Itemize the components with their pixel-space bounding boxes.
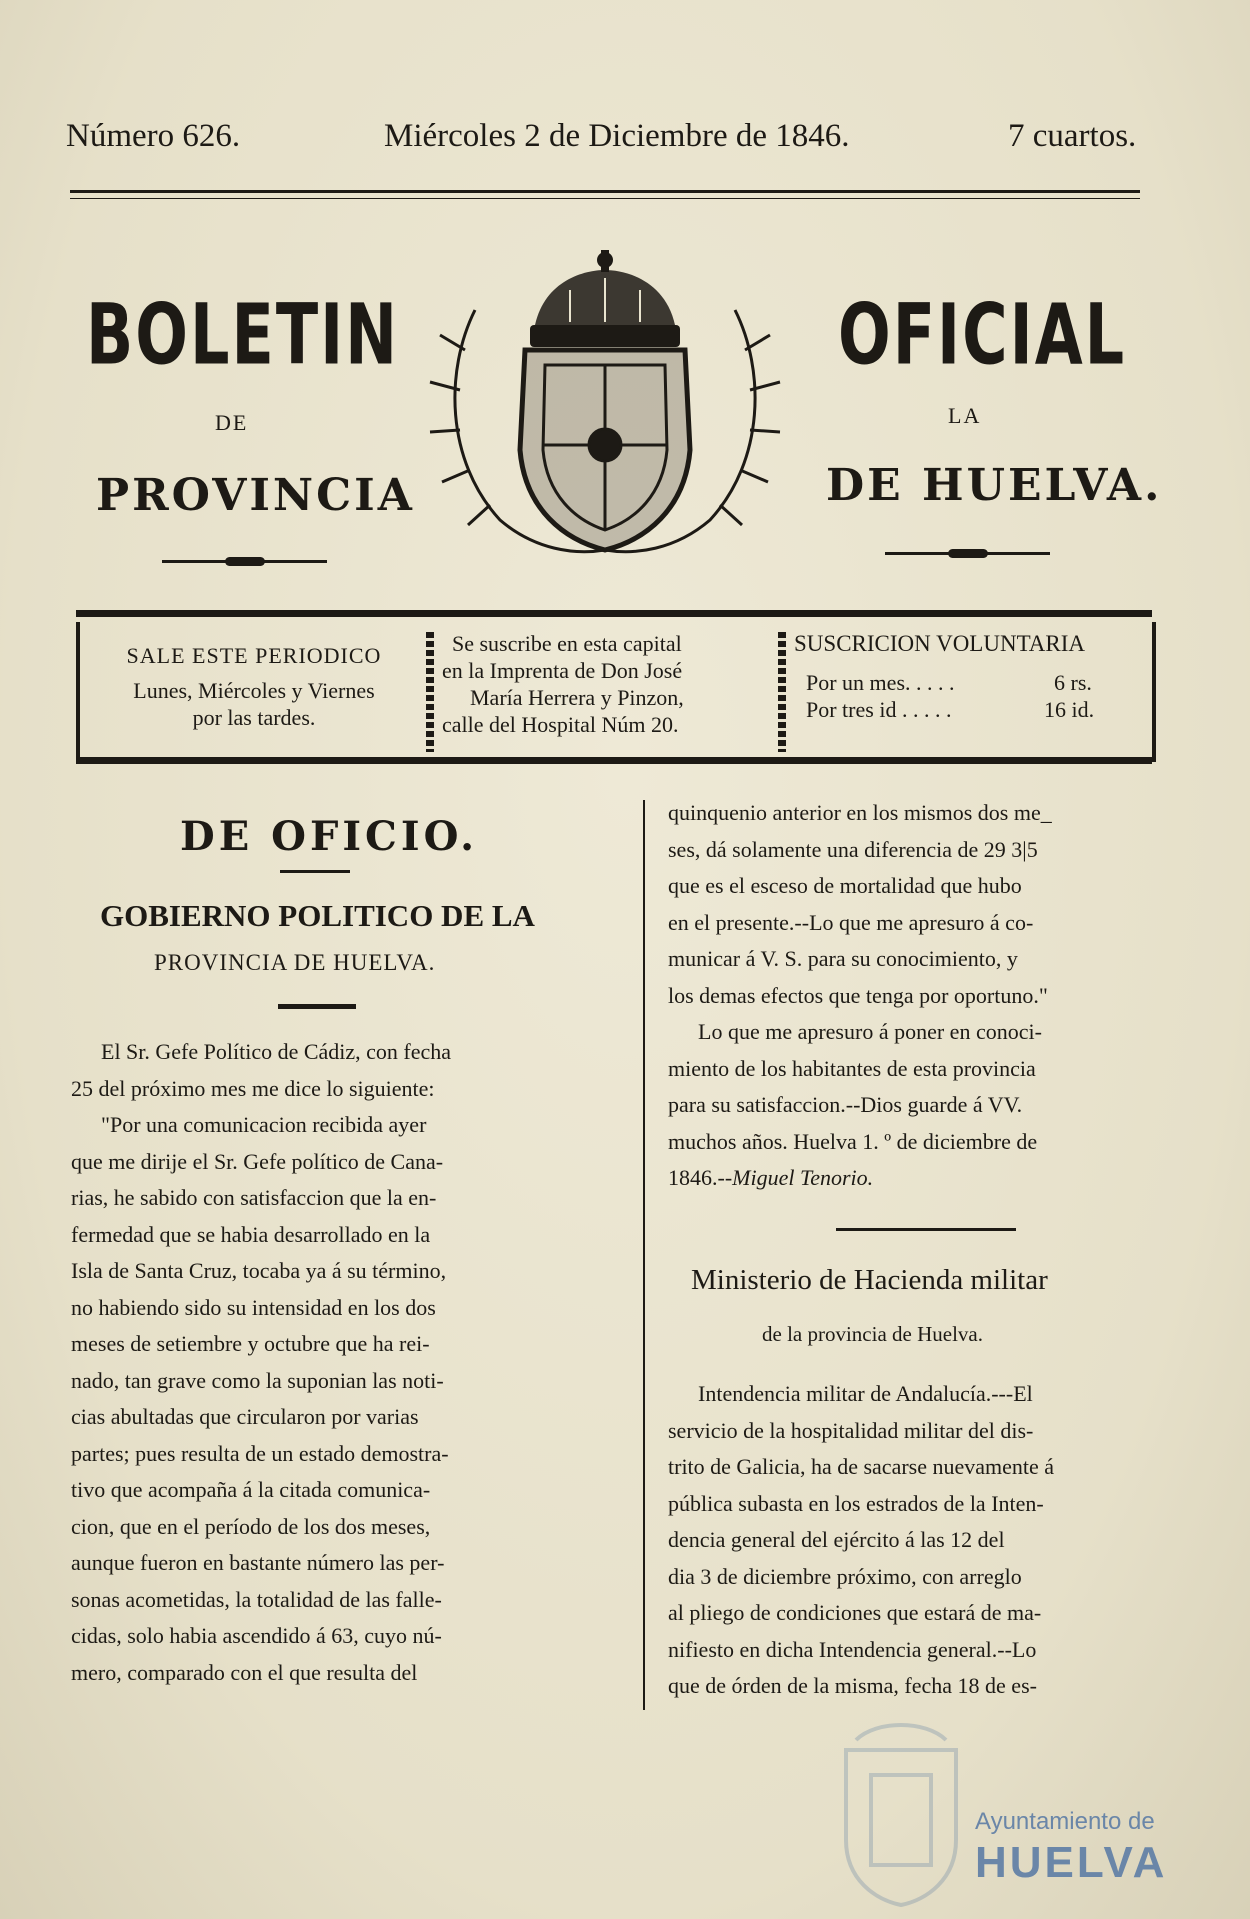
price-label-2: Por tres id . . . . . <box>806 697 952 722</box>
text-line: que de órden de la misma, fecha 18 de es- <box>668 1673 1037 1698</box>
masthead-de: DE <box>215 410 249 435</box>
text-line: El Sr. Gefe Político de Cádiz, con fecha <box>101 1039 452 1064</box>
text-line: Lo que me apresuro á poner en conoci- <box>698 1019 1042 1044</box>
issue-header <box>66 118 1156 168</box>
infobox-right <box>794 630 1144 723</box>
text-line: nado, tan grave como la suponian las noti- <box>71 1367 444 1393</box>
header-rule-top <box>70 190 1140 193</box>
price-value-1: 6 rs. <box>1054 670 1092 695</box>
text-line: servicio de la hospitalidad militar del dis- <box>668 1417 1034 1443</box>
issue-number: Número 626. <box>66 118 241 154</box>
text-line: dencia general del ejército á las 12 del <box>668 1527 1005 1552</box>
gobierno-rule <box>278 1004 356 1009</box>
text-line: partes; pues resulta de un estado demostra- <box>71 1440 449 1466</box>
masthead-la: LA <box>948 403 982 428</box>
issue-price: 7 cuartos. <box>1008 118 1137 154</box>
text-line: meses de setiembre y octubre que ha rei- <box>71 1331 430 1356</box>
text-line: trito de Galicia, ha de sacarse nuevamente á <box>668 1454 1055 1479</box>
column-divider <box>643 800 645 1710</box>
text-line: ses, dá solamente una diferencia de 29 3|5 <box>668 836 1038 862</box>
text-line: no habiendo sido su intensidad en los dos <box>71 1294 436 1320</box>
right-column-text-top <box>668 795 1155 1160</box>
infobox-right-title: SUSCRICION VOLUNTARIA <box>794 631 1086 656</box>
infobox-left-title: SALE ESTE PERIODICO <box>126 643 382 668</box>
ministerio-rule <box>836 1228 1016 1231</box>
text-line: "Por una comunicacion recibida ayer <box>101 1112 427 1137</box>
text-line: quinquenio anterior en los mismos dos me_ <box>668 800 1052 825</box>
text-line: mero, comparado con el que resulta del <box>71 1659 418 1685</box>
infobox-left-line1: Lunes, Miércoles y Viernes <box>133 678 375 703</box>
text-line: dia 3 de diciembre próximo, con arreglo <box>668 1563 1022 1589</box>
infobox-price-row-2 <box>794 696 1144 723</box>
masthead-boletin: BOLETIN <box>86 285 400 384</box>
text-line: 25 del próximo mes me dice lo siguiente: <box>71 1075 435 1101</box>
signature-line <box>668 1160 1155 1197</box>
text-line: para su satisfaccion.--Dios guarde á VV. <box>668 1092 1023 1117</box>
masthead-flourish-right <box>885 552 1050 555</box>
text-line: tivo que acompaña á la citada comunica- <box>71 1477 431 1502</box>
masthead-de-huelva: DE HUELVA. <box>826 460 1163 511</box>
text-line: sonas acometidas, la totalidad de las falle- <box>71 1586 442 1612</box>
text-line: nifiesto en dicha Intendencia general.--Lo <box>668 1636 1037 1662</box>
text-line: al pliego de condiciones que estará de ma- <box>668 1600 1042 1625</box>
text-line: Intendencia militar de Andalucía.---El <box>698 1381 1033 1406</box>
ministerio-subheading: de la provincia de Huelva. <box>762 1322 983 1346</box>
masthead-oficial: OFICIAL <box>838 285 1127 384</box>
right-column-text-bottom <box>668 1376 1155 1705</box>
infobox-mid-line3: María Herrera y Pinzon, <box>470 685 684 710</box>
masthead-provincia: PROVINCIA <box>96 470 415 521</box>
infobox-price-row-1 <box>794 669 1144 696</box>
left-column-text <box>71 1034 558 1691</box>
infobox-left-line2: por las tardes. <box>192 705 316 730</box>
infobox-bottom-rule <box>76 757 1152 764</box>
infobox-middle <box>442 630 772 738</box>
oficio-rule <box>280 870 350 873</box>
infobox-separator-right <box>778 632 786 752</box>
text-line: que me dirije el Sr. Gefe político de Cana- <box>71 1148 444 1174</box>
text-line: cion, que en el período de los dos meses, <box>71 1513 431 1539</box>
subscription-infobox <box>76 622 1156 762</box>
infobox-top-rule <box>76 610 1152 617</box>
issue-date: Miércoles 2 de Diciembre de 1846. <box>384 118 850 154</box>
closing-date: 1846.-- <box>668 1165 733 1190</box>
infobox-mid-line4: calle del Hospital Núm 20. <box>442 712 679 737</box>
text-line: miento de los habitantes de esta provincia <box>668 1055 1036 1081</box>
coat-of-arms-icon <box>405 250 805 570</box>
text-line: fermedad que se habia desarrollado en la <box>71 1221 431 1247</box>
gobierno-subheading: PROVINCIA DE HUELVA. <box>154 950 436 975</box>
section-de-oficio: DE OFICIO. <box>180 813 479 860</box>
signature-name: Miguel Tenorio. <box>732 1165 874 1190</box>
text-line: muchos años. Huelva 1. º de diciembre de <box>668 1128 1038 1154</box>
header-rule-bottom <box>70 198 1140 199</box>
text-line: municar á V. S. para su conocimiento, y <box>668 946 1018 971</box>
text-line: Isla de Santa Cruz, tocaba ya á su término, <box>71 1258 447 1283</box>
text-line: aunque fueron en bastante número las per- <box>71 1550 445 1575</box>
infobox-mid-line1: Se suscribe en esta capital <box>452 631 682 656</box>
infobox-separator-left <box>426 632 434 752</box>
text-line: en el presente.--Lo que me apresuro á co- <box>668 909 1034 935</box>
text-line: cias abultadas que circularon por varias <box>71 1404 419 1429</box>
watermark-line1: Ayuntamiento de <box>975 1808 1155 1835</box>
price-value-2: 16 id. <box>1044 697 1095 722</box>
text-line: que es el esceso de mortalidad que hubo <box>668 873 1022 898</box>
masthead-flourish-left <box>162 560 327 563</box>
watermark-line2: HUELVA <box>975 1838 1168 1887</box>
infobox-left <box>94 642 414 731</box>
gobierno-heading: GOBIERNO POLITICO DE LA <box>100 898 535 933</box>
infobox-mid-line2: en la Imprenta de Don José <box>442 658 683 683</box>
price-label-1: Por un mes. . . . . <box>806 670 955 695</box>
text-line: pública subasta en los estrados de la Inten- <box>668 1490 1044 1516</box>
text-line: los demas efectos que tenga por oportuno." <box>668 982 1048 1008</box>
text-line: rias, he sabido con satisfaccion que la en- <box>71 1185 437 1210</box>
ministerio-heading: Ministerio de Hacienda militar <box>691 1264 1048 1296</box>
text-line: cidas, solo habia ascendido á 63, cuyo nú- <box>71 1623 442 1648</box>
